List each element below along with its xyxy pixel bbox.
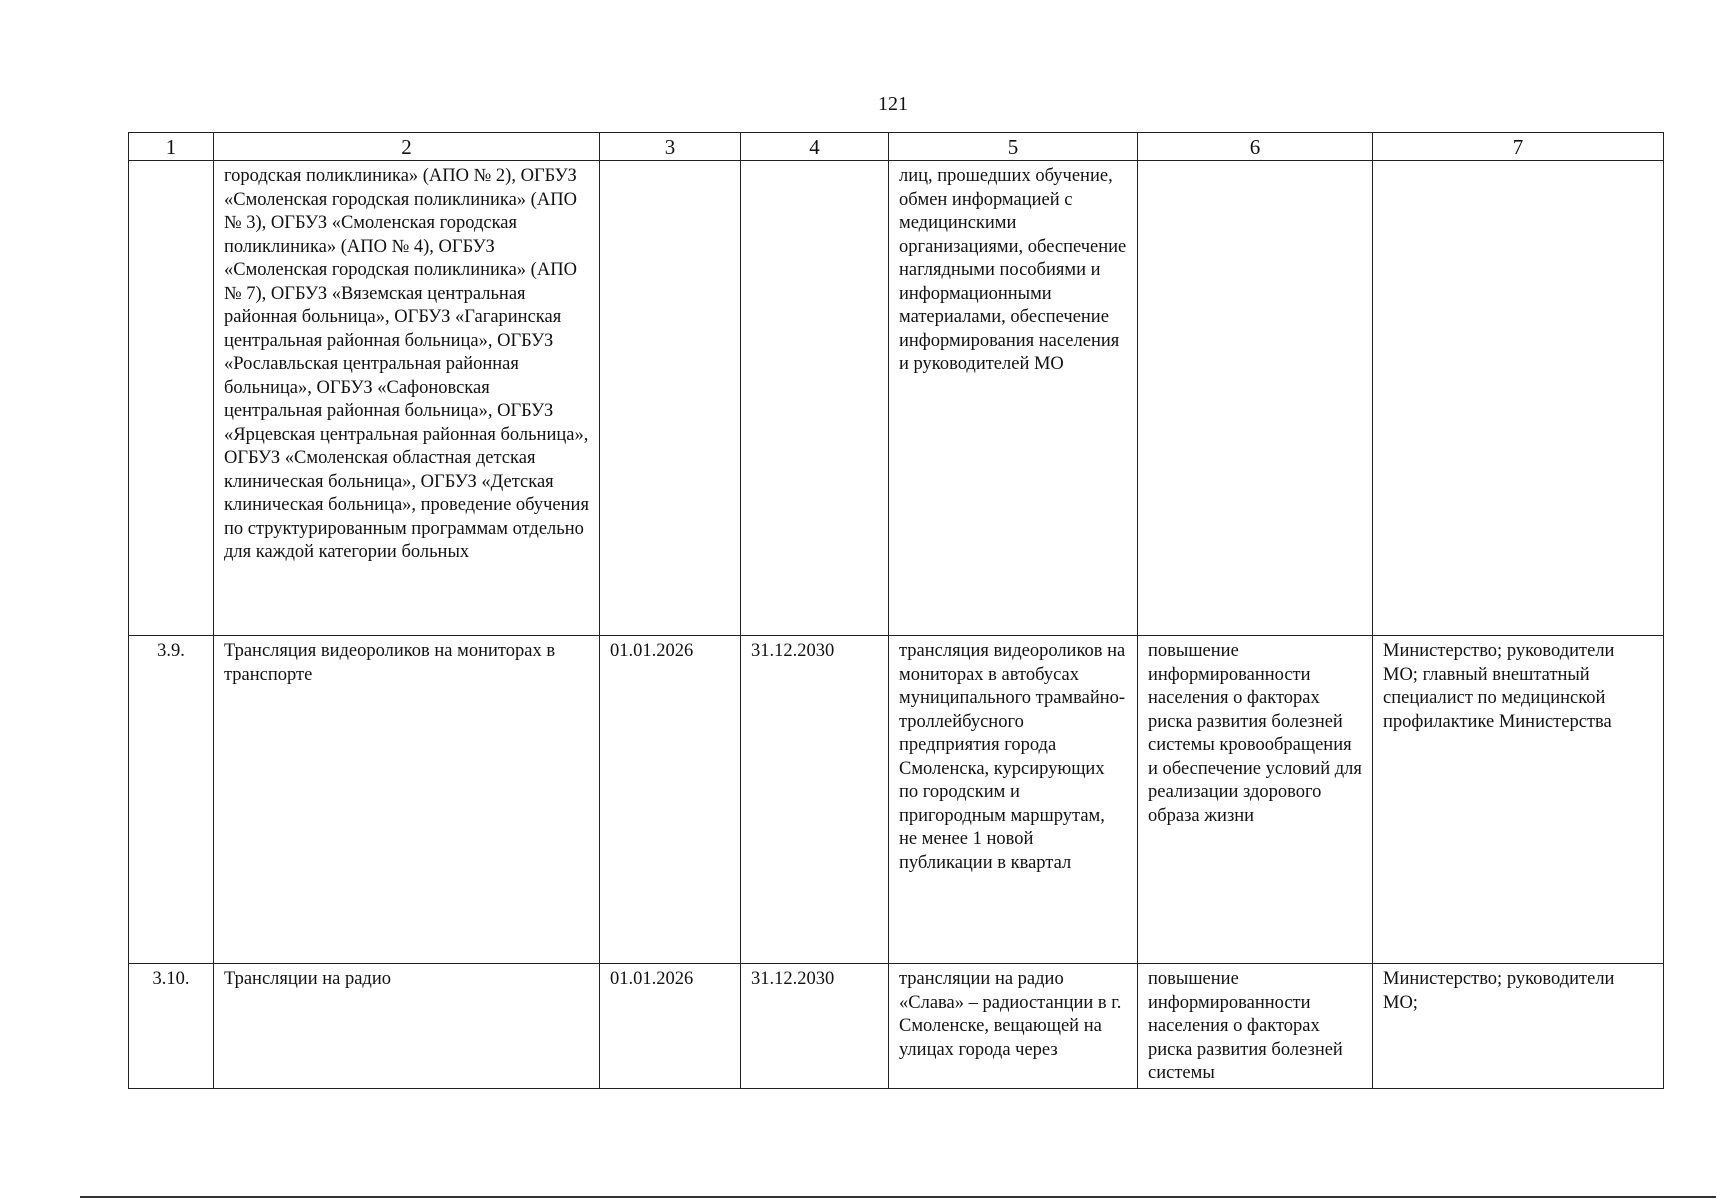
table-row (129, 964, 1664, 1089)
activity-cell: Трансляция видеороликов на мониторах в транспорте (214, 636, 600, 964)
start-date-cell: 01.01.2026 (600, 636, 741, 964)
end-date-cell (741, 161, 889, 636)
table-row (129, 636, 1664, 964)
column-header-6: 6 (1138, 133, 1373, 161)
responsible-cell (1373, 161, 1664, 636)
column-header-7: 7 (1373, 133, 1664, 161)
indicator-cell: трансляции на радио «Слава» – радиостанции в г. Смоленске, вещающей на улицах города через (889, 964, 1138, 1089)
result-cell (1138, 161, 1373, 636)
indicator-cell: трансляция видеороликов на мониторах в автобусах муниципального трамвайно-троллейбусного предприятия города Смоленска, курсирующих по городским и пригородным маршрутам, не менее 1 новой публикации в квартал (889, 636, 1138, 964)
column-header-2: 2 (214, 133, 600, 161)
row-number: 3.9. (129, 636, 214, 964)
page-number: 121 (878, 93, 908, 115)
column-header-5: 5 (889, 133, 1138, 161)
bottom-divider (80, 1196, 1716, 1198)
plan-table (128, 132, 1664, 1089)
start-date-cell (600, 161, 741, 636)
responsible-cell: Министерство; руководители МО; главный внештатный специалист по медицинской профилактике Министерства (1373, 636, 1664, 964)
row-number (129, 161, 214, 636)
result-cell: повышение информированности населения о факторах риска развития болезней системы (1138, 964, 1373, 1089)
indicator-cell: лиц, прошедших обучение, обмен информацией с медицинскими организациями, обеспечение наглядными пособиями и информационными материалами, обеспечение информирования населения и руководителей МО (889, 161, 1138, 636)
table-row (129, 161, 1664, 636)
end-date-cell: 31.12.2030 (741, 964, 889, 1089)
responsible-cell: Министерство; руководители МО; (1373, 964, 1664, 1089)
column-header-4: 4 (741, 133, 889, 161)
end-date-cell: 31.12.2030 (741, 636, 889, 964)
result-cell: повышение информированности населения о факторах риска развития болезней системы кровообращения и обеспечение условий для реализации здорового образа жизни (1138, 636, 1373, 964)
column-header-1: 1 (129, 133, 214, 161)
start-date-cell: 01.01.2026 (600, 964, 741, 1089)
activity-cell: Трансляции на радио (214, 964, 600, 1089)
column-header-3: 3 (600, 133, 741, 161)
activity-cell: городская поликлиника» (АПО № 2), ОГБУЗ «Смоленская городская поликлиника» (АПО № 3), ОГБУЗ «Смоленская городская поликлиника» (АПО № 4), ОГБУЗ «Смоленская городская поликлиника» (АПО № 7), ОГБУЗ «Вяземская центральная районная больница», ОГБУЗ «Гагаринская центральная районная больница», ОГБУЗ «Рославльская центральная районная больница», ОГБУЗ «Сафоновская центральная районная больница», ОГБУЗ «Ярцевская центральная районная больница», ОГБУЗ «Смоленская областная детская клиническая больница», ОГБУЗ «Детская клиническая больница», проведение обучения по структурированным программам отдельно для каждой категории больных (214, 161, 600, 636)
row-number: 3.10. (129, 964, 214, 1089)
header-row (129, 133, 1664, 161)
